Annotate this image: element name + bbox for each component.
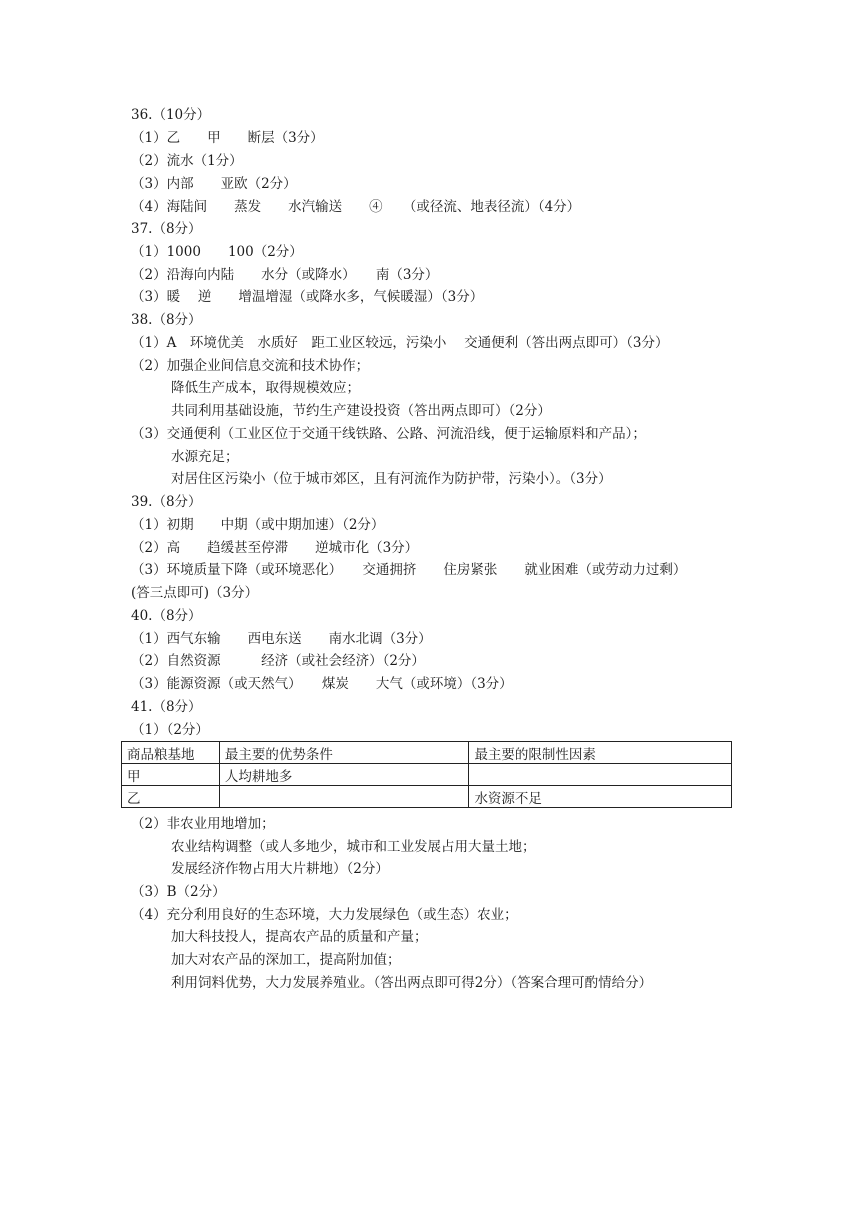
table-row <box>122 764 732 786</box>
answer-line: 41.（8分） <box>131 699 202 715</box>
table-cell <box>469 764 732 786</box>
answer-line: 利用饲料优势，大力发展养殖业。（答出两点即可得2分）（答案合理可酌情给分） <box>171 975 653 991</box>
table-cell: 甲 <box>122 764 220 786</box>
answer-line: 发展经济作物占用大片耕地）（2分） <box>171 861 389 877</box>
answer-line: (答三点即可)（3分） <box>131 585 259 601</box>
answer-line: 农业结构调整（或人多地少，城市和工业发展占用大量土地； <box>171 839 536 855</box>
table-header-cell: 最主要的限制性因素 <box>469 742 732 764</box>
grain-base-table <box>121 741 732 808</box>
answer-line: （1）初期 中期（或中期加速）（2分） <box>131 517 385 533</box>
answer-line: （3）环境质量下降（或环境恶化） 交通拥挤 住房紧张 就业困难（或劳动力过剩） <box>131 562 687 578</box>
answer-line: （4）海陆间 蒸发 水汽输送 ④ （或径流、地表径流）（4分） <box>131 199 581 215</box>
answer-line: （2）沿海向内陆 水分（或降水） 南（3分） <box>131 267 439 283</box>
answer-line: 降低生产成本，取得规模效应； <box>171 380 360 396</box>
answer-line: （2）非农业用地增加； <box>131 816 275 832</box>
answer-line: （3）内部 亚欧（2分） <box>131 176 297 192</box>
answer-line: 加大科技投人，提高农产品的质量和产量； <box>171 929 428 945</box>
answer-line: （3）交通便利（工业区位于交通干线铁路、公路、河流沿线，便于运输原料和产品）； <box>131 426 646 442</box>
answer-line: 36.（10分） <box>131 107 211 123</box>
answer-line: （3）能源资源（或天然气） 煤炭 大气（或环境）（3分） <box>131 676 513 692</box>
answer-line: （2）流水（1分） <box>131 153 243 169</box>
table-cell: 乙 <box>122 786 220 808</box>
table-header-cell: 最主要的优势条件 <box>219 742 469 764</box>
table-cell: 水资源不足 <box>469 786 732 808</box>
table-header-row <box>122 742 732 764</box>
answer-line: （1）A 环境优美 水质好 距工业区较远，污染小 交通便利（答出两点即可）（3分） <box>131 335 669 351</box>
answer-line: （1）西气东输 西电东送 南水北调（3分） <box>131 631 432 647</box>
answer-line: （4）充分利用良好的生态环境，大力发展绿色（或生态）农业； <box>131 907 518 923</box>
table-row <box>122 786 732 808</box>
answer-line: （2）高 趋缓甚至停滞 逆城市化（3分） <box>131 540 419 556</box>
table-cell <box>219 786 469 808</box>
answer-line: 加大对农产品的深加工，提高附加值； <box>171 952 401 968</box>
answer-line: （1）1000 100（2分） <box>131 244 303 260</box>
answer-line: 共同利用基础设施，节约生产建设投资（答出两点即可）（2分） <box>171 403 551 419</box>
answer-line: （1）乙 甲 断层（3分） <box>131 130 324 146</box>
answer-line: （2）加强企业间信息交流和技术协作； <box>131 358 370 374</box>
answer-line: 39.（8分） <box>131 494 202 510</box>
answer-line: 38.（8分） <box>131 312 202 328</box>
answer-line: （3）暖 逆 增温增湿（或降水多，气候暖湿）（3分） <box>131 289 484 305</box>
answer-line: 40.（8分） <box>131 608 202 624</box>
table-header-cell: 商品粮基地 <box>122 742 220 764</box>
answer-line: （1）（2分） <box>131 722 209 738</box>
answer-line: （2）自然资源 经济（或社会经济）（2分） <box>131 653 425 669</box>
table-cell: 人均耕地多 <box>219 764 469 786</box>
answer-line: 37.（8分） <box>131 221 202 237</box>
answer-line: 水源充足； <box>171 449 239 465</box>
answer-line: 对居住区污染小（位于城市郊区，且有河流作为防护带，污染小）。（3分） <box>171 471 612 487</box>
answer-line: （3）B（2分） <box>131 884 226 900</box>
